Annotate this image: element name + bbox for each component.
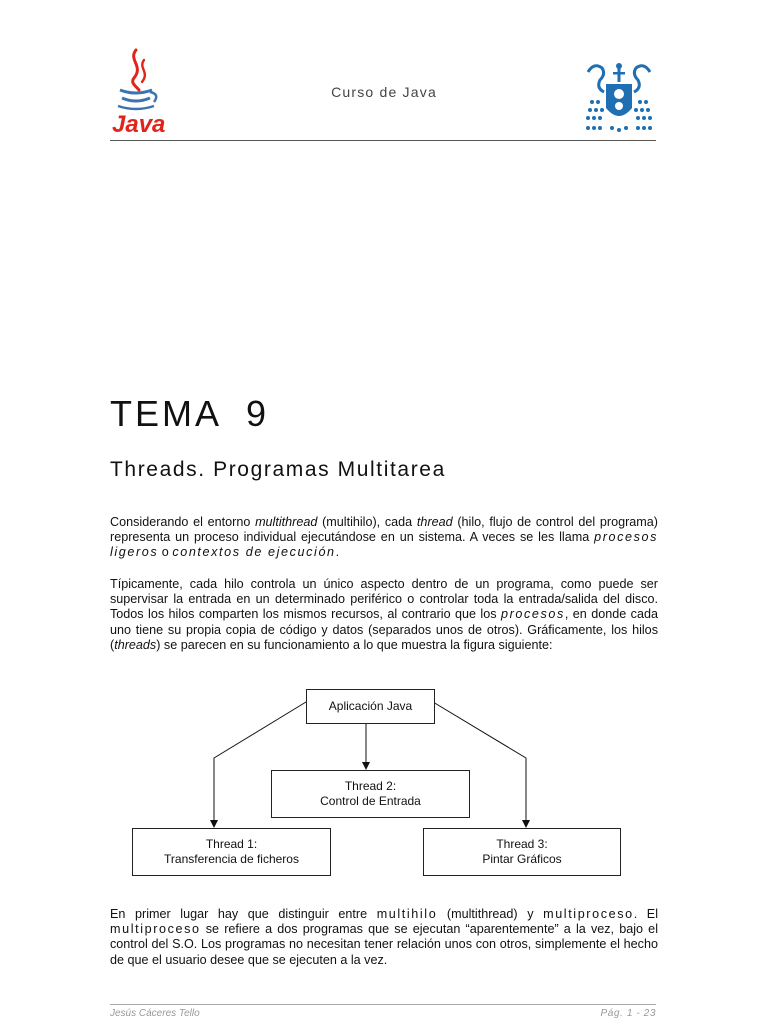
thread2-title: Thread 2:: [344, 779, 397, 793]
footer-divider: [110, 1004, 656, 1005]
paragraph-threads: Típicamente, cada hilo controla un único aspecto dentro de un programa, como puede ser supervisar la entrada en un determinado periférico o controlar toda la entrada/salida del disco. Todos los hilos comparten los mismos recursos, al contrario que los procesos, en donde cada uno tiene su propia copia de código y datos (separados unos de otros). Gráficamente, los hilos (threads) se parecen en su funcionamiento a lo que muestra la figura siguiente:: [110, 577, 658, 652]
term-thread: thread: [416, 515, 453, 529]
term-procesos-ligeros: procesos ligeros: [110, 530, 658, 560]
term-multiproceso: multiproceso: [543, 907, 634, 921]
java-wordmark: Java: [112, 111, 166, 138]
box-thread-3: [423, 828, 621, 876]
thread1-title: Thread 1:: [205, 837, 258, 851]
box-aplicacion-java: [306, 689, 435, 724]
footer-page-number: Pág. 1 - 23: [600, 1008, 656, 1019]
box-root-label: Aplicación Java: [328, 699, 413, 713]
term-contextos: contextos de ejecución: [172, 545, 336, 560]
thread3-title: Thread 3:: [496, 837, 548, 851]
term-multiproceso-2: multiproceso: [110, 922, 201, 937]
header-divider: [110, 140, 656, 141]
header-title: Curso de Java: [331, 84, 437, 100]
thread3-desc: Pintar Gráficos: [482, 852, 562, 866]
paragraph-multiproceso: En primer lugar hay que distinguir entre multihilo (multithread) y multiproceso. El multiproceso se refiere a dos programas que se ejecutan “aparentemente” a la vez, bajo el control del S.O. Los programas no necesitan tener relación unos con otros, simplemente el hecho de que el usuario desee que se ejecuten a la vez.: [110, 907, 658, 967]
university-crest-logo: [582, 58, 656, 136]
thread2-desc: Control de Entrada: [320, 794, 421, 808]
term-procesos: procesos: [500, 607, 565, 622]
chapter-subtitle: Threads. Programas Multitarea: [110, 458, 446, 481]
box-thread-2: [271, 770, 470, 818]
paragraph-intro: Considerando el entorno multithread (multihilo), cada thread (hilo, flujo de control del programa) representa un proceso individual ejecutándose en un sistema. A veces se les llama procesos ligeros o contextos de ejecución.: [110, 515, 658, 560]
footer-author: Jesús Cáceres Tello: [110, 1008, 200, 1019]
term-threads: threads: [114, 637, 157, 652]
term-multihilo: multihilo: [376, 907, 438, 921]
term-multithread: multithread: [255, 515, 318, 529]
thread1-desc: Transferencia de ficheros: [164, 852, 299, 866]
box-thread-1: [132, 828, 331, 876]
chapter-title: TEMA 9: [110, 393, 270, 434]
